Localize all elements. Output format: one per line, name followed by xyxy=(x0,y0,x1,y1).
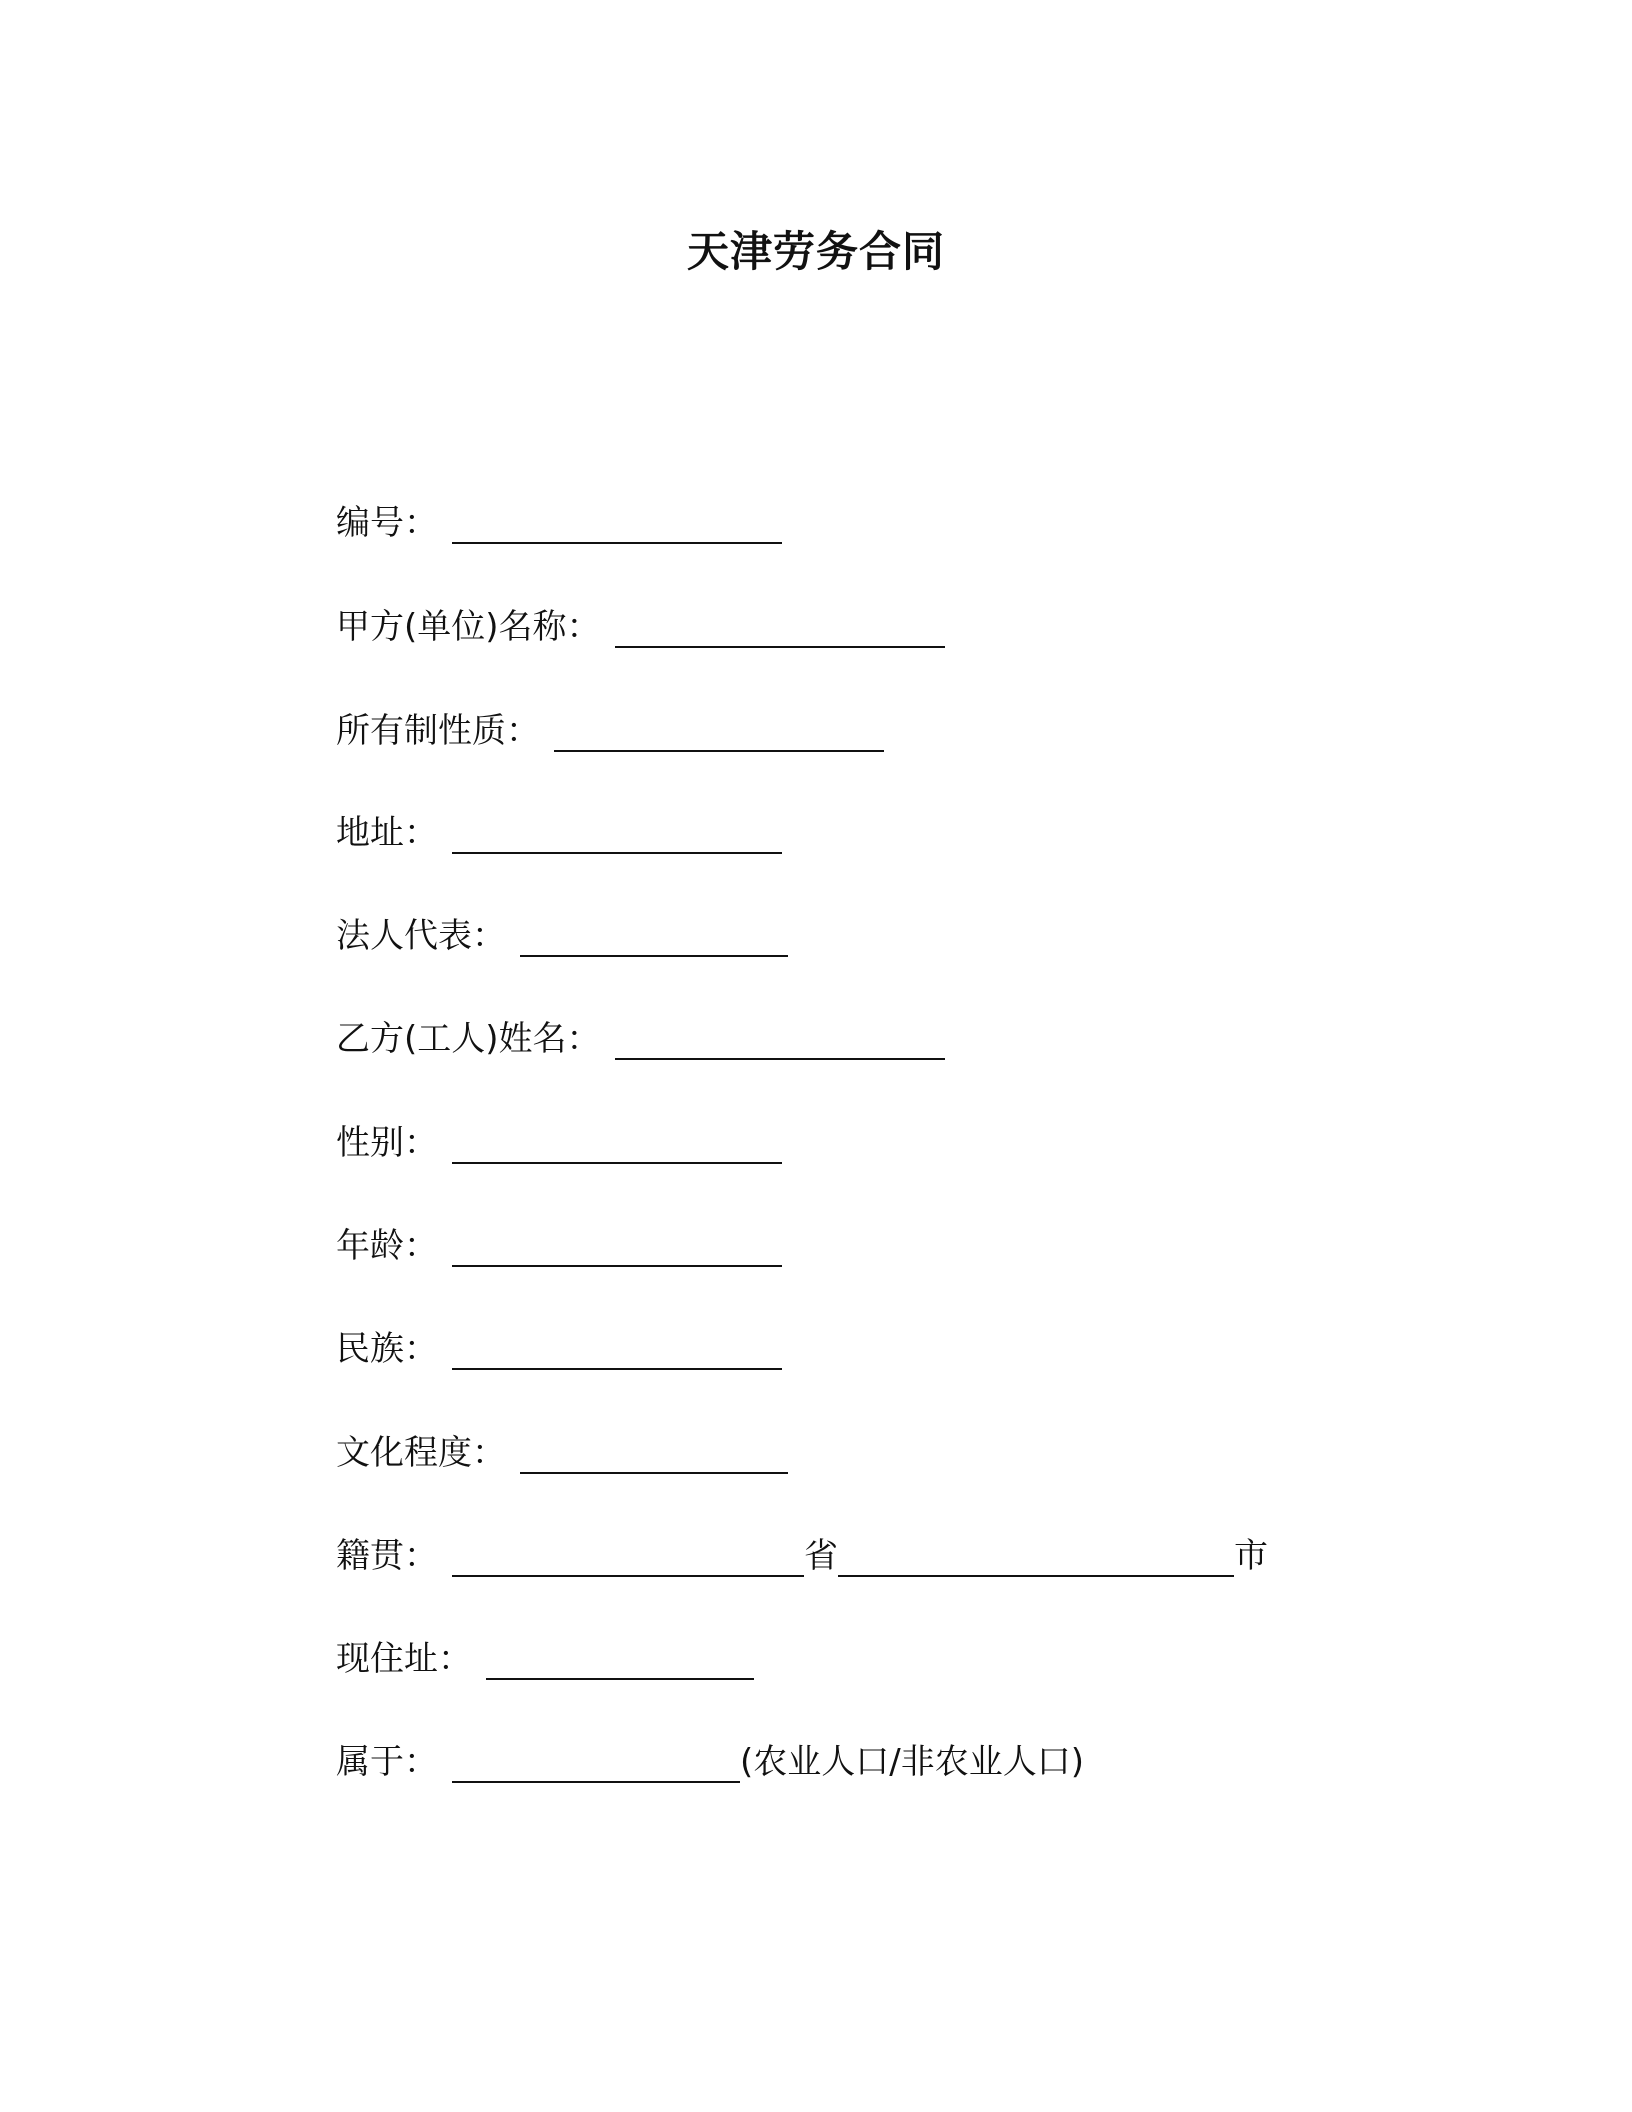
fill-in-blank[interactable] xyxy=(615,1016,945,1060)
field-label: 法人代表： xyxy=(336,916,506,956)
fill-in-blank[interactable] xyxy=(452,500,782,544)
field-household-type xyxy=(336,1737,1084,1787)
field-contract-number xyxy=(336,498,782,548)
fill-in-blank[interactable] xyxy=(520,913,788,957)
field-label: 民族： xyxy=(336,1329,438,1369)
fill-in-blank[interactable] xyxy=(615,604,945,648)
field-label: 属于： xyxy=(336,1742,438,1782)
field-label: 甲方(单位)名称： xyxy=(336,607,601,647)
field-age xyxy=(336,1221,782,1271)
fill-in-blank[interactable] xyxy=(554,708,884,752)
fill-in-blank[interactable] xyxy=(452,1120,782,1164)
field-label: 地址： xyxy=(336,813,438,853)
field-label: 乙方(工人)姓名： xyxy=(336,1019,601,1059)
field-education-level xyxy=(336,1428,788,1478)
fill-in-blank[interactable] xyxy=(520,1430,788,1474)
field-native-place xyxy=(336,1531,1268,1581)
field-label: 性别： xyxy=(336,1123,438,1163)
fill-in-blank-city[interactable] xyxy=(838,1533,1234,1577)
field-label: 文化程度： xyxy=(336,1433,506,1473)
document-title: 天津劳务合同 xyxy=(686,227,945,276)
field-party-b-name xyxy=(336,1014,945,1064)
field-label: 编号： xyxy=(336,503,438,543)
field-address xyxy=(336,808,782,858)
field-label: 年龄： xyxy=(336,1226,438,1266)
fill-in-blank[interactable] xyxy=(452,1739,740,1783)
fill-in-blank[interactable] xyxy=(452,1223,782,1267)
field-legal-representative xyxy=(336,911,788,961)
field-ethnicity xyxy=(336,1324,782,1374)
fill-in-blank[interactable] xyxy=(452,1326,782,1370)
field-party-a-name xyxy=(336,602,945,652)
fill-in-blank-province[interactable] xyxy=(452,1533,804,1577)
field-ownership-type xyxy=(336,706,884,756)
city-suffix: 市 xyxy=(1234,1536,1268,1576)
fill-in-blank[interactable] xyxy=(486,1636,754,1680)
field-gender xyxy=(336,1118,782,1168)
field-label: 现住址： xyxy=(336,1639,472,1679)
field-label: 所有制性质： xyxy=(336,711,540,751)
province-suffix: 省 xyxy=(804,1536,838,1576)
fill-in-blank[interactable] xyxy=(452,810,782,854)
field-current-address xyxy=(336,1634,754,1684)
field-label: 籍贯： xyxy=(336,1536,438,1576)
household-type-options: (农业人口/非农业人口) xyxy=(740,1742,1084,1782)
